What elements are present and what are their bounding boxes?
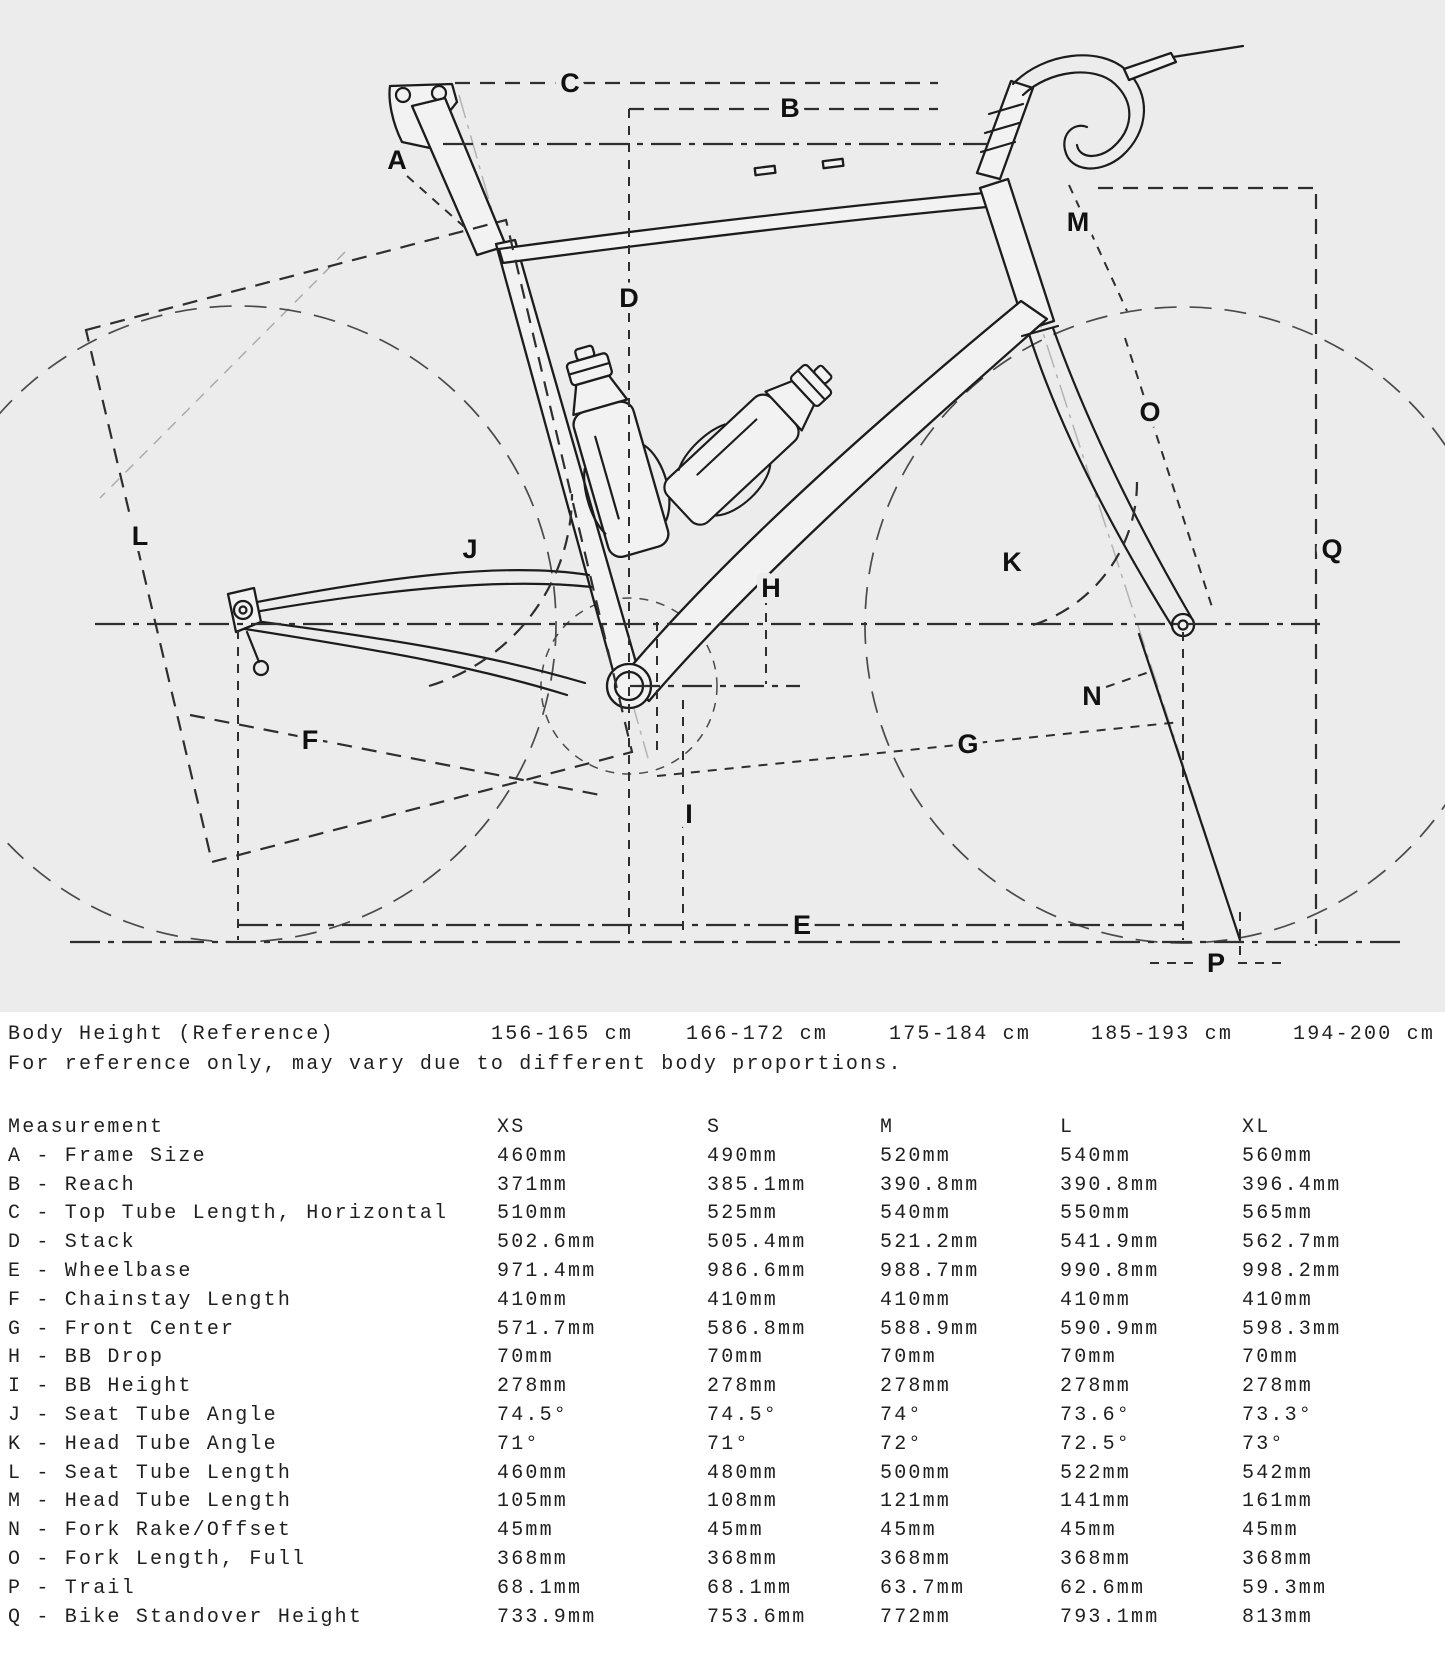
row-label: C - Top Tube Length, Horizontal: [8, 1202, 449, 1226]
row-value-m: 540mm: [880, 1202, 952, 1226]
row-value-xl: 598.3mm: [1242, 1317, 1342, 1341]
dimension-label-P: P: [1206, 948, 1226, 978]
row-value-l: 45mm: [1060, 1519, 1117, 1543]
row-value-s: 490mm: [707, 1144, 779, 1168]
row-value-xs: 971.4mm: [497, 1259, 597, 1283]
dimension-label-B: B: [780, 93, 800, 123]
table-row: [0, 1604, 1445, 1633]
row-value-s: 986.6mm: [707, 1259, 807, 1283]
row-value-xs: 68.1mm: [497, 1576, 583, 1600]
dimension-label-C: C: [560, 68, 580, 98]
table-row: [0, 1575, 1445, 1604]
row-label: M - Head Tube Length: [8, 1490, 293, 1514]
row-value-s: 108mm: [707, 1490, 779, 1514]
table-row: [0, 1373, 1445, 1402]
body-height-row: [0, 1020, 1445, 1050]
table-row: [0, 1344, 1445, 1373]
row-value-l: 990.8mm: [1060, 1259, 1160, 1283]
row-value-l: 141mm: [1060, 1490, 1132, 1514]
row-value-l: 590.9mm: [1060, 1317, 1160, 1341]
dimension-label-F: F: [301, 725, 319, 755]
dimension-label-E: E: [792, 910, 812, 940]
top-tube: [499, 193, 987, 263]
row-value-m: 520mm: [880, 1144, 952, 1168]
reference-note: For reference only, may vary due to different body proportions.: [8, 1053, 903, 1076]
spec-table-header: [0, 1114, 1445, 1143]
row-label: Q - Bike Standover Height: [8, 1605, 364, 1629]
row-value-xs: 502.6mm: [497, 1231, 597, 1255]
dimension-label-O: O: [1139, 397, 1161, 427]
row-value-m: 588.9mm: [880, 1317, 980, 1341]
steering-axis-extension: [1139, 634, 1240, 940]
row-value-xl: 70mm: [1242, 1346, 1299, 1370]
row-value-xs: 45mm: [497, 1519, 554, 1543]
row-value-l: 278mm: [1060, 1375, 1132, 1399]
row-value-s: 278mm: [707, 1375, 779, 1399]
fork-rake-line-N: [1106, 671, 1152, 687]
front-center-line-G: [657, 722, 1180, 776]
table-row: [0, 1143, 1445, 1172]
row-value-xl: 368mm: [1242, 1547, 1314, 1571]
row-value-l: 72.5°: [1060, 1432, 1132, 1456]
bike-frame: [228, 46, 1243, 708]
dimension-label-Q: Q: [1321, 534, 1343, 564]
diagram-dimension-labels: [132, 68, 1343, 978]
body-height-xs: 156-165 cm: [491, 1023, 634, 1046]
row-label: N - Fork Rake/Offset: [8, 1519, 293, 1543]
row-label: L - Seat Tube Length: [8, 1461, 293, 1485]
head-tube-length-line-M: [1066, 185, 1127, 311]
row-value-l: 522mm: [1060, 1461, 1132, 1485]
row-value-xs: 410mm: [497, 1288, 569, 1312]
table-row: [0, 1431, 1445, 1460]
row-label: H - BB Drop: [8, 1346, 165, 1370]
row-value-xs: 571.7mm: [497, 1317, 597, 1341]
row-value-m: 70mm: [880, 1346, 937, 1370]
brake-lever: [1124, 53, 1176, 80]
table-row: [0, 1229, 1445, 1258]
row-value-xl: 278mm: [1242, 1375, 1314, 1399]
header-s: S: [707, 1116, 722, 1139]
row-value-s: 753.6mm: [707, 1605, 807, 1629]
row-value-xl: 161mm: [1242, 1490, 1314, 1514]
row-value-l: 390.8mm: [1060, 1173, 1160, 1197]
row-value-xs: 460mm: [497, 1461, 569, 1485]
seat-tube-length-box-L: [86, 220, 632, 862]
row-value-l: 73.6°: [1060, 1403, 1132, 1427]
row-value-xl: 565mm: [1242, 1202, 1314, 1226]
table-row: [0, 1488, 1445, 1517]
row-label: G - Front Center: [8, 1317, 236, 1341]
row-label: O - Fork Length, Full: [8, 1547, 307, 1571]
row-value-m: 772mm: [880, 1605, 952, 1629]
row-value-s: 45mm: [707, 1519, 764, 1543]
row-value-s: 410mm: [707, 1288, 779, 1312]
dimension-label-J: J: [462, 534, 478, 564]
row-value-xl: 813mm: [1242, 1605, 1314, 1629]
table-row: [0, 1460, 1445, 1489]
header-xs: XS: [497, 1116, 526, 1139]
row-value-s: 385.1mm: [707, 1173, 807, 1197]
row-value-l: 62.6mm: [1060, 1576, 1146, 1600]
row-value-l: 541.9mm: [1060, 1231, 1160, 1255]
table-row: [0, 1287, 1445, 1316]
row-value-xs: 371mm: [497, 1173, 569, 1197]
row-value-xl: 73.3°: [1242, 1403, 1314, 1427]
body-height-xl: 194-200 cm: [1293, 1023, 1436, 1046]
row-value-xs: 368mm: [497, 1547, 569, 1571]
fork: [1022, 326, 1194, 636]
row-label: A - Frame Size: [8, 1144, 207, 1168]
row-value-xl: 562.7mm: [1242, 1231, 1342, 1255]
row-value-xs: 71°: [497, 1432, 540, 1456]
row-value-xs: 510mm: [497, 1202, 569, 1226]
row-value-m: 45mm: [880, 1519, 937, 1543]
row-value-s: 68.1mm: [707, 1576, 793, 1600]
table-row: [0, 1258, 1445, 1287]
rear-stays: [245, 570, 592, 695]
row-value-s: 586.8mm: [707, 1317, 807, 1341]
dimension-label-H: H: [761, 573, 781, 603]
row-value-xl: 998.2mm: [1242, 1259, 1342, 1283]
dimension-label-L: L: [131, 521, 149, 551]
row-value-l: 540mm: [1060, 1144, 1132, 1168]
row-label: K - Head Tube Angle: [8, 1432, 278, 1456]
row-value-l: 368mm: [1060, 1547, 1132, 1571]
table-row: [0, 1546, 1445, 1575]
row-value-m: 521.2mm: [880, 1231, 980, 1255]
spec-table-body: [0, 1143, 1445, 1633]
dimension-label-I: I: [685, 799, 693, 829]
row-value-m: 500mm: [880, 1461, 952, 1485]
header-m: M: [880, 1116, 895, 1139]
row-value-xl: 396.4mm: [1242, 1173, 1342, 1197]
row-label: F - Chainstay Length: [8, 1288, 293, 1312]
row-value-xl: 560mm: [1242, 1144, 1314, 1168]
row-value-s: 74.5°: [707, 1403, 779, 1427]
header-xl: XL: [1242, 1116, 1271, 1139]
table-row: [0, 1316, 1445, 1345]
row-label: E - Wheelbase: [8, 1259, 193, 1283]
dimension-label-N: N: [1082, 681, 1102, 711]
row-value-xs: 105mm: [497, 1490, 569, 1514]
row-value-m: 988.7mm: [880, 1259, 980, 1283]
stem: [977, 81, 1033, 179]
row-value-m: 72°: [880, 1432, 923, 1456]
table-row: [0, 1517, 1445, 1546]
row-value-xl: 73°: [1242, 1432, 1285, 1456]
table-row: [0, 1402, 1445, 1431]
row-value-m: 121mm: [880, 1490, 952, 1514]
row-value-m: 74°: [880, 1403, 923, 1427]
head-angle-arc-K: [1033, 482, 1137, 625]
dimension-label-D: D: [619, 283, 639, 313]
dimension-label-K: K: [1002, 547, 1022, 577]
handlebar: [1013, 46, 1243, 168]
row-value-s: 70mm: [707, 1346, 764, 1370]
row-value-l: 550mm: [1060, 1202, 1132, 1226]
row-value-l: 70mm: [1060, 1346, 1117, 1370]
row-label: J - Seat Tube Angle: [8, 1403, 278, 1427]
body-height-label: Body Height (Reference): [8, 1023, 335, 1046]
table-row: [0, 1200, 1445, 1229]
row-value-xs: 74.5°: [497, 1403, 569, 1427]
row-value-m: 368mm: [880, 1547, 952, 1571]
row-value-l: 410mm: [1060, 1288, 1132, 1312]
dimension-label-M: M: [1066, 207, 1090, 237]
row-value-m: 390.8mm: [880, 1173, 980, 1197]
row-value-xl: 59.3mm: [1242, 1576, 1328, 1600]
measurement-reference-lines: [70, 83, 1400, 963]
dimension-label-G: G: [957, 729, 979, 759]
row-value-l: 793.1mm: [1060, 1605, 1160, 1629]
row-label: D - Stack: [8, 1231, 136, 1255]
row-label: B - Reach: [8, 1173, 136, 1197]
dimension-label-A: A: [387, 145, 407, 175]
table-row: [0, 1172, 1445, 1201]
row-value-s: 505.4mm: [707, 1231, 807, 1255]
row-value-xs: 70mm: [497, 1346, 554, 1370]
body-height-s: 166-172 cm: [686, 1023, 829, 1046]
spec-table: [0, 1114, 1445, 1632]
row-value-s: 480mm: [707, 1461, 779, 1485]
row-value-m: 410mm: [880, 1288, 952, 1312]
row-value-s: 71°: [707, 1432, 750, 1456]
row-label: P - Trail: [8, 1576, 136, 1600]
row-value-xs: 278mm: [497, 1375, 569, 1399]
row-value-xl: 45mm: [1242, 1519, 1299, 1543]
header-l: L: [1060, 1116, 1075, 1139]
row-value-xs: 733.9mm: [497, 1605, 597, 1629]
row-value-xs: 460mm: [497, 1144, 569, 1168]
body-height-l: 185-193 cm: [1091, 1023, 1234, 1046]
seat-angle-arc-J: [429, 494, 572, 686]
row-value-m: 278mm: [880, 1375, 952, 1399]
row-value-s: 368mm: [707, 1547, 779, 1571]
row-value-m: 63.7mm: [880, 1576, 966, 1600]
row-value-xl: 410mm: [1242, 1288, 1314, 1312]
row-value-s: 525mm: [707, 1202, 779, 1226]
header-measurement: Measurement: [8, 1116, 165, 1139]
body-height-m: 175-184 cm: [889, 1023, 1032, 1046]
row-label: I - BB Height: [8, 1375, 193, 1399]
row-value-xl: 542mm: [1242, 1461, 1314, 1485]
